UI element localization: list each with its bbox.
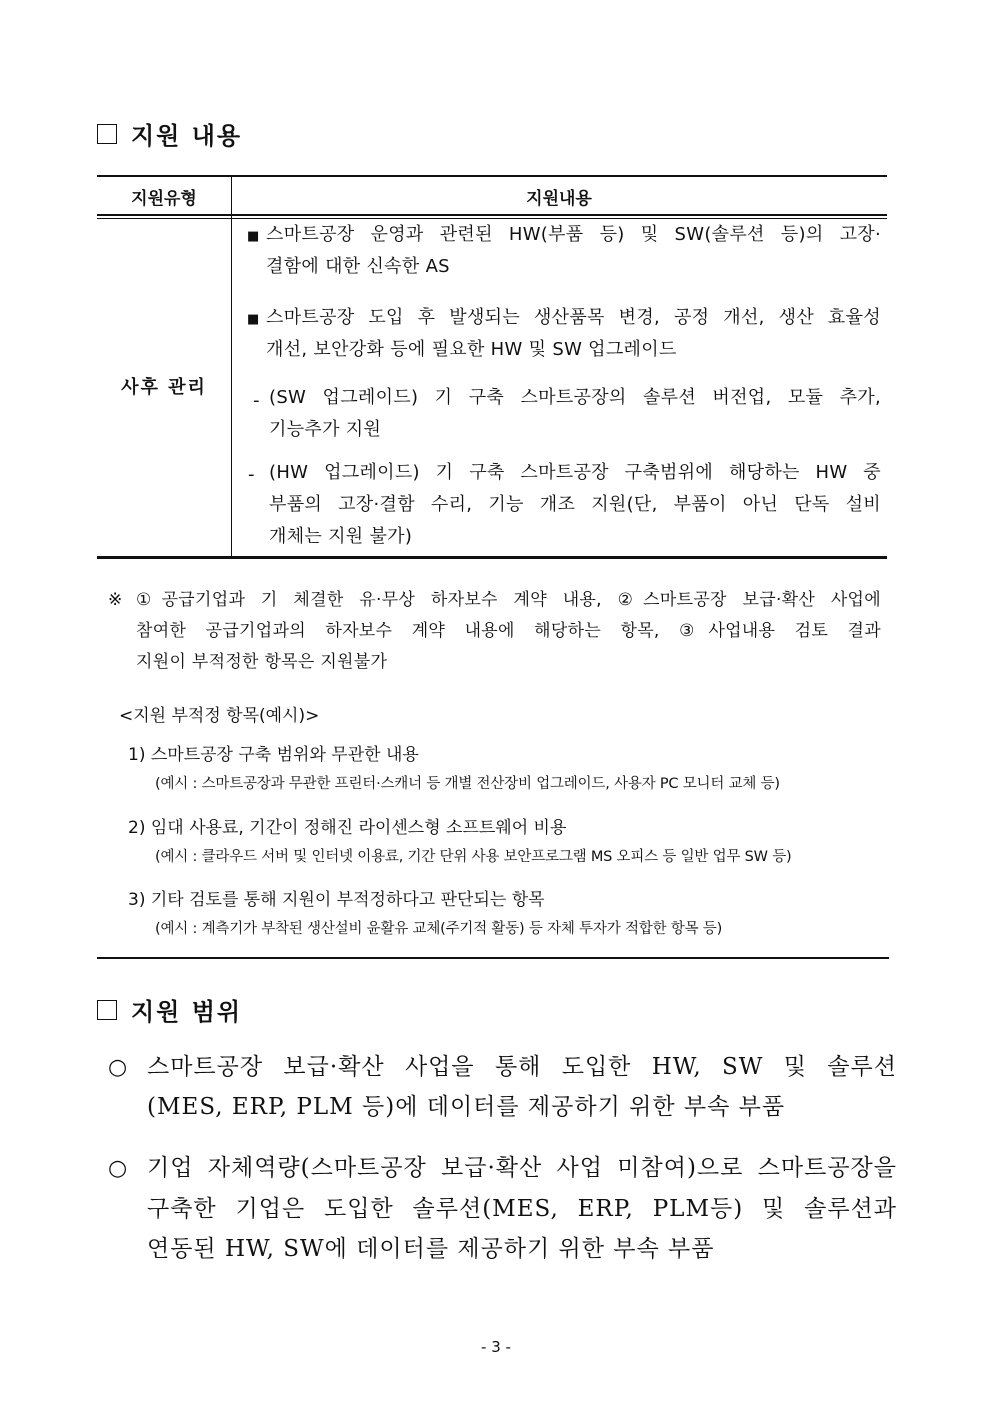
note-line: ①공급기업과 기 체결한 유·무상 하자보수 계약 내용, ②스마트공장 보급·확산 사업에: [136, 590, 881, 610]
scope-item-line: 스마트공장 보급·확산 사업을 통해 도입한 HW, SW 및 솔루션: [147, 1054, 897, 1080]
table-header-content: 지원내용: [526, 189, 592, 209]
circle-bullet-icon: ○: [108, 1156, 128, 1181]
scope-item-line: 구축한 기업은 도입한 솔루션(MES, ERP, PLM등) 및 솔루션과: [147, 1196, 897, 1222]
page-number: - 3 -: [481, 1338, 511, 1356]
unsuitable-title: <지원 부적정 항목(예시)>: [119, 706, 320, 726]
square-bullet-icon: ■: [247, 229, 260, 244]
table-item-line: 기능추가 지원: [269, 419, 382, 440]
table-item-line: 결함에 대한 신속한 AS: [266, 256, 450, 277]
unsuitable-item: 3) 기타 검토를 통해 지원이 부적정하다고 판단되는 항목: [128, 890, 545, 910]
dash-bullet: -: [248, 464, 255, 485]
unsuitable-example: (예시 : 계측기가 부착된 생산설비 윤활유 교체(주기적 활동) 등 자체 투자가 적합한 항목 등): [155, 921, 723, 937]
checkbox-square-icon: [97, 124, 117, 144]
scope-item-line: 연동된 HW, SW에 데이터를 제공하기 위한 부속 부품: [147, 1236, 715, 1262]
section-title: 지원 내용: [131, 122, 243, 150]
unsuitable-example: (예시 : 스마트공장과 무관한 프린터·스캐너 등 개별 전산장비 업그레이드, 사용자 PC 모니터 교체 등): [155, 776, 780, 792]
table-bottom-rule: [97, 556, 887, 559]
table-header-type: 지원유형: [131, 189, 197, 209]
table-item-line: 개선, 보안강화 등에 필요한 HW 및 SW 업그레이드: [266, 339, 677, 360]
section-title: 지원 범위: [131, 998, 243, 1026]
unsuitable-item: 1) 스마트공장 구축 범위와 무관한 내용: [128, 745, 419, 765]
unsuitable-item: 2) 임대 사용료, 기간이 정해진 라이센스형 소프트웨어 비용: [128, 818, 567, 838]
dash-bullet: -: [253, 390, 260, 411]
unsuitable-example: (예시 : 클라우드 서버 및 인터넷 이용료, 기간 단위 사용 보안프로그램 MS 오피스 등 일반 업무 SW 등): [155, 849, 792, 865]
table-column-divider: [231, 177, 232, 556]
circle-bullet-icon: ○: [108, 1055, 128, 1080]
note-marker: ※: [108, 590, 123, 610]
table-header-rule: [97, 214, 887, 216]
table-item-line: 부품의 고장·결함 수리, 기능 개조 지원(단, 부품이 아닌 단독 설비: [269, 494, 881, 515]
divider-rule: [97, 957, 889, 959]
category-cell: 사후 관리: [121, 377, 207, 398]
note-line: 지원이 부적정한 항목은 지원불가: [136, 652, 388, 672]
table-item-line: 스마트공장 도입 후 발생되는 생산품목 변경, 공정 개선, 생산 효율성: [266, 307, 881, 328]
scope-item-line: 기업 자체역량(스마트공장 보급·확산 사업 미참여)으로 스마트공장을: [147, 1155, 897, 1181]
table-item-line: (HW 업그레이드) 기 구축 스마트공장 구축범위에 해당하는 HW 중: [269, 462, 881, 483]
support-table: [97, 175, 887, 559]
table-item-line: (SW 업그레이드) 기 구축 스마트공장의 솔루션 버전업, 모듈 추가,: [269, 387, 881, 408]
section-heading-support-scope: [97, 992, 242, 1027]
section-heading-support-content: [97, 116, 242, 151]
table-item-line: 스마트공장 운영과 관련된 HW(부품 등) 및 SW(솔루션 등)의 고장·: [266, 224, 881, 245]
square-bullet-icon: ■: [247, 312, 260, 327]
table-top-rule: [97, 175, 887, 177]
checkbox-square-icon: [97, 1000, 117, 1020]
scope-item-line: (MES, ERP, PLM 등)에 데이터를 제공하기 위한 부속 부품: [147, 1094, 786, 1120]
note-line: 참여한 공급기업과의 하자보수 계약 내용에 해당하는 항목, ③사업내용 검토 결과: [136, 621, 881, 641]
table-item-line: 개체는 지원 불가): [269, 526, 413, 547]
